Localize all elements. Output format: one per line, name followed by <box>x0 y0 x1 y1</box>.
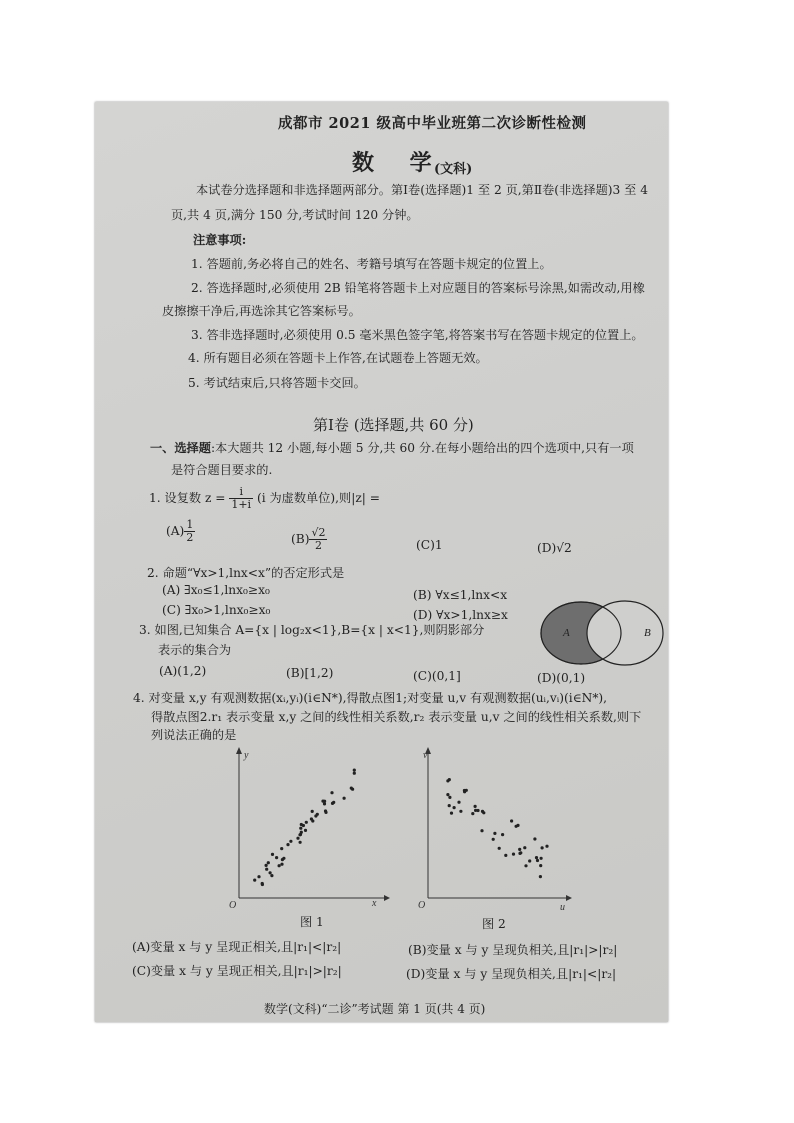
q1-option-b: (B) $\frac{√2}{2}$ <box>291 526 326 552</box>
scatter-point <box>299 841 302 844</box>
scatter-point <box>265 868 268 871</box>
scatter-point <box>311 810 314 813</box>
scatter-point <box>516 824 519 827</box>
scatter-point <box>448 804 451 807</box>
q3-option-d: (D)(0,1) <box>537 671 586 685</box>
scatter-point <box>343 797 346 800</box>
scatter-point <box>540 857 543 860</box>
intro-line-1: 本试卷分选择题和非选择题两部分。第Ⅰ卷(选择题)1 至 2 页,第Ⅱ卷(非选择题)3 至 4 <box>196 183 649 197</box>
scatter-point <box>350 787 353 790</box>
figure-1-caption: 图 1 <box>300 915 324 929</box>
origin-label: O <box>418 900 426 911</box>
scatter-point <box>498 847 501 850</box>
scatter-point <box>353 772 356 775</box>
scatter-point <box>518 848 521 851</box>
scatter-point <box>481 810 484 813</box>
subject-note: (文科) <box>434 162 473 177</box>
scatter-point <box>480 829 483 832</box>
scatter-point <box>512 853 515 856</box>
y-axis-label: y <box>244 750 249 761</box>
notice-item: 2. 答选择题时,必须使用 2B 铅笔将答题卡上对应题目的答案标号涂黑,如需改动,用橡 <box>191 281 645 295</box>
scatter-point <box>300 823 303 826</box>
q2-option-d: (D) ∀x>1,lnx≥x <box>413 608 508 622</box>
scatter-point <box>280 847 283 850</box>
venn-label-a: A <box>563 627 570 639</box>
venn-label-b: B <box>644 627 651 639</box>
scatter-point <box>453 806 456 809</box>
y-axis-label: v <box>423 750 428 761</box>
scatter-point <box>289 840 292 843</box>
scatter-point <box>463 790 466 793</box>
question-4-line-3: 列说法正确的是 <box>151 728 237 742</box>
question-4-line-2: 得散点图2.r₁ 表示变量 x,y 之间的线性相关系数,r₂ 表示变量 u,v 之间的线性相关系数,则下 <box>151 710 642 724</box>
fraction: $\frac{i}{1+i}$ <box>231 485 252 511</box>
scatter-point <box>493 832 496 835</box>
scatter-point <box>324 811 327 814</box>
q1-option-c: (C)1 <box>416 538 443 552</box>
section-instruction-2: 是符合题目要求的. <box>171 463 273 477</box>
scatter-point <box>281 858 284 861</box>
scatter-point <box>446 793 449 796</box>
scatter-point <box>471 812 474 815</box>
scatter-point <box>450 812 453 815</box>
scatter-point <box>448 796 451 799</box>
q3-option-c: (C)(0,1] <box>413 669 461 683</box>
x-axis-label: u <box>560 902 565 913</box>
exam-title: 成都市 2021 级高中毕业班第二次诊断性检测 <box>278 115 587 132</box>
scatter-point <box>474 805 477 808</box>
scatter-point <box>299 827 302 830</box>
scatter-figure-2 <box>416 746 576 916</box>
scatter-point <box>269 871 272 874</box>
q4-option-c: (C)变量 x 与 y 呈现正相关,且|r₁|>|r₂| <box>132 964 342 978</box>
scatter-point <box>476 809 479 812</box>
scatter-point <box>353 769 356 772</box>
scatter-point <box>545 845 548 848</box>
scatter-point <box>536 859 539 862</box>
origin-label: O <box>229 900 237 911</box>
section-instruction: :本大题共 12 小题,每小题 5 分,共 60 分.在每小题给出的四个选项中,只有一项 <box>210 441 634 455</box>
scatter-point <box>278 864 281 867</box>
scatter-point <box>541 846 544 849</box>
notice-item: 3. 答非选择题时,必须使用 0.5 毫米黑色签字笔,将答案书写在答题卡规定的位置上。 <box>191 328 644 342</box>
scatter-point <box>501 833 504 836</box>
scatter-point <box>323 802 326 805</box>
page-footer: 数学(文科)“二诊”考试题 第 1 页(共 4 页) <box>264 1002 486 1016</box>
question-3-line-2: 表示的集合为 <box>158 643 232 657</box>
notice-item: 5. 考试结束后,只将答题卡交回。 <box>188 376 366 390</box>
notice-item: 皮擦擦干净后,再选涂其它答案标号。 <box>162 304 361 318</box>
scatter-point <box>518 852 521 855</box>
scatter-point <box>539 864 542 867</box>
scatter-point <box>275 856 278 859</box>
scatter-point <box>510 819 513 822</box>
scatter-point <box>448 778 451 781</box>
q4-option-b: (B)变量 x 与 y 呈现负相关,且|r₁|>|r₂| <box>408 943 618 957</box>
scatter-point <box>304 829 307 832</box>
scatter-figure-1 <box>224 746 394 916</box>
section-title: 第Ⅰ卷 (选择题,共 60 分) <box>313 416 474 434</box>
scatter-point <box>300 831 303 834</box>
scatter-point <box>305 821 308 824</box>
scatter-point <box>331 802 334 805</box>
q2-option-c: (C) ∃x₀>1,lnx₀≥x₀ <box>162 603 271 617</box>
scatter-point <box>524 864 527 867</box>
q1-option-a: (A) $\frac{1}{2}$ <box>166 518 194 544</box>
scatter-point <box>265 864 268 867</box>
scatter-point <box>330 791 333 794</box>
scatter-point <box>267 861 270 864</box>
intro-line-2: 页,共 4 页,满分 150 分,考试时间 120 分钟。 <box>171 208 419 222</box>
scatter-point <box>533 837 536 840</box>
scatter-point <box>286 843 289 846</box>
scatter-point <box>535 856 538 859</box>
scatter-point <box>310 817 313 820</box>
q4-option-a: (A)变量 x 与 y 呈现正相关,且|r₁|<|r₂| <box>132 940 342 954</box>
scatter-point <box>539 875 542 878</box>
q3-option-b: (B)[1,2) <box>286 666 334 680</box>
scatter-point <box>523 846 526 849</box>
q2-option-a: (A) ∃x₀≤1,lnx₀≥x₀ <box>162 583 270 597</box>
question-2: 2. 命题“∀x>1,lnx<x”的否定形式是 <box>147 566 345 580</box>
q2-option-b: (B) ∀x≤1,lnx<x <box>413 588 508 602</box>
scatter-point <box>253 879 256 882</box>
q4-option-d: (D)变量 x 与 y 呈现负相关,且|r₁|<|r₂| <box>406 967 617 981</box>
scatter-point <box>280 863 283 866</box>
notice-item: 1. 答题前,务必将自己的姓名、考籍号填写在答题卡规定的位置上。 <box>191 257 552 271</box>
scatter-point <box>459 810 462 813</box>
scatter-point <box>457 801 460 804</box>
scatter-point <box>271 853 274 856</box>
question-1: 1. 设复数 z = $\frac{i}{1+i}$ (i 为虚数单位),则|z| = <box>149 485 380 511</box>
q3-option-a: (A)(1,2) <box>159 664 207 678</box>
question-4: 4. 对变量 x,y 有观测数据(xᵢ,yᵢ)(i∈N*),得散点图1;对变量 u,v 有观测数据(uᵢ,vᵢ)(i∈N*), <box>133 691 608 705</box>
scatter-point <box>492 838 495 841</box>
q1-option-d: (D)√2 <box>537 541 572 555</box>
scatter-point <box>261 883 264 886</box>
notice-heading: 注意事项: <box>193 233 247 247</box>
x-axis-label: x <box>372 898 377 909</box>
figure-2-caption: 图 2 <box>482 917 506 931</box>
section-instruction-label: 一、选择题 <box>150 441 211 455</box>
question-3: 3. 如图,已知集合 A={x | log₂x<1},B={x | x<1},则阴影部分 <box>139 623 485 637</box>
scatter-point <box>257 875 260 878</box>
notice-item: 4. 所有题目必须在答题卡上作答,在试题卷上答题无效。 <box>188 351 488 365</box>
scatter-point <box>296 837 299 840</box>
venn-diagram <box>538 598 666 668</box>
subject-title: 数 学 <box>352 150 446 176</box>
scatter-point <box>504 854 507 857</box>
scatter-point <box>316 813 319 816</box>
scatter-point <box>270 874 273 877</box>
scatter-point <box>528 859 531 862</box>
